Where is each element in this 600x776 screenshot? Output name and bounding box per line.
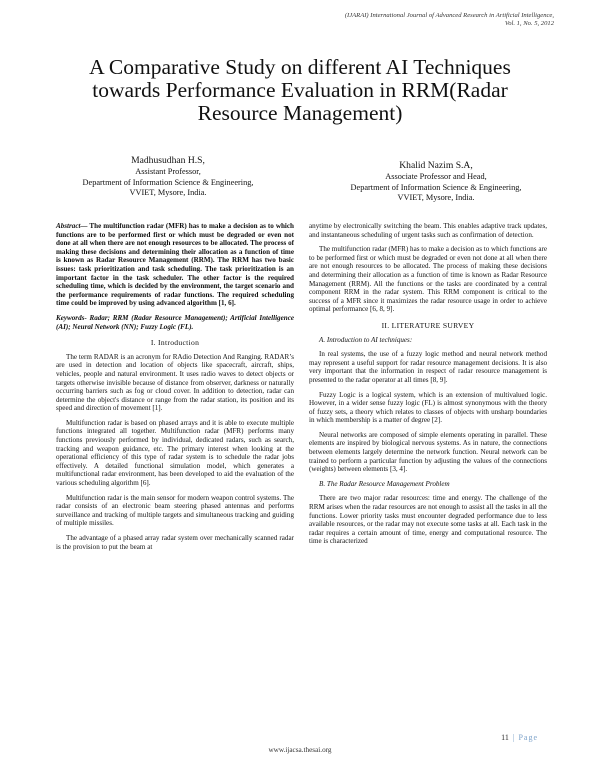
page-label: Page (518, 733, 538, 742)
author-block-1 (52, 155, 284, 199)
paper-title (40, 56, 560, 125)
right-column (309, 222, 547, 552)
author-name: Khalid Nazim S.A, (399, 160, 473, 171)
keywords-label: Keywords- (56, 313, 87, 322)
subsection-heading-ai-techniques: A. Introduction to AI techniques: (319, 335, 413, 344)
paragraph: The term RADAR is an acronym for RAdio Detection And Ranging. RADAR’s are used in detection and location of objects like spacecraft, aircraft, ships, vehicles, people and natural environment. It uses radio waves to detect objects or targets otherwise invisible because of distance from observer, darkness or naturally occurring barriers such as fog or cloud cover. In addition to detection, radar can determine the object's distance or range from the radar station, its position and its speed and direction of movement [1]. (56, 352, 294, 413)
paragraph: anytime by electronically switching the beam. This enables adaptive track updates, and instantaneous scheduling of urgent tasks such as confirmation of detection. (309, 222, 547, 239)
keywords-text: Radar; RRM (Radar Resource Management); Artificial Intelligence (AI); Neural Network (NN); Fuzzy Logic (FL). (56, 313, 294, 331)
paragraph: Multifunction radar is based on phased arrays and it is able to execute multiple functions integrated all together. Multifunction radar (MFR) performs many functions previously performed by individual, dedicated radars, such as search, tracking and weapon guidance, etc. The primary interest when looking at the operational efficiency of this type of radar system is to schedule the radar jobs effectively. A detailed functional simulation model, which generates a multifunctional radar environment, has been developed to aid the evaluation of the various scheduling algorithm [6]. (56, 418, 294, 488)
paragraph: Fuzzy Logic is a logical system, which is an extension of multivalued logic. However, in a wider sense fuzzy logic (FL) is almost synonymous with the theory of fuzzy sets, a theory which relates to classes of objects with unsharp boundaries in which membership is a matter of degree [2]. (309, 390, 547, 425)
journal-volume: Vol. 1, No. 5, 2012 (504, 20, 554, 27)
subsection-heading-rrm-problem: B. The Radar Resource Management Problem (319, 479, 450, 488)
title-line-3: Resource Management) (197, 101, 403, 125)
journal-header (134, 12, 554, 28)
abstract-label: Abstract— (56, 222, 88, 230)
author-department: Department of Information Science & Engineering, (82, 177, 254, 187)
author-role: Assistant Professor, (135, 167, 201, 176)
footer-url: www.ijacsa.thesai.org (268, 746, 332, 754)
paragraph: The advantage of a phased array radar system over mechanically scanned radar is the provision to put the beam at (56, 534, 294, 551)
page-number-value: 11 (501, 733, 509, 742)
section-heading-introduction: I. Introduction (150, 338, 200, 348)
paragraph: Multifunction radar is the main sensor for modern weapon control systems. The radar consists of an electronic beam steering phased antennas and performs surveillance and tracking of multiple targets and simultaneous tracking and guiding of multiple missiles. (56, 493, 294, 528)
page-number (501, 733, 538, 742)
author-block-2 (320, 160, 552, 204)
author-institution: VVIET, Mysore, India. (397, 193, 475, 202)
author-name: Madhusudhan H.S, (131, 155, 205, 166)
section-heading-literature-survey: II. LITERATURE SURVEY (381, 320, 475, 330)
abstract (56, 222, 294, 308)
paragraph: In real systems, the use of a fuzzy logic method and neural network method may represent a useful support for radar resource management decisions. It is also very important that the information in respect of radar resource management is presented to the radar operator at all times [8, 9]. (309, 350, 547, 384)
author-role: Associate Professor and Head, (385, 172, 487, 181)
abstract-text: The multifunction radar (MFR) has to make a decision as to which functions are to be performed first or which must be degraded or even not done at all when there are not enough resources to be allocated. The process of making these decisions and determining their allocation as a function of time is known as Radar Resource Management (RRM). The RRM has two basic issues: task prioritization and task scheduling. The task prioritization is an important factor in the task scheduler. The other factor is the required scheduling time, which is decided by the environment, the target scenario and the performance requirements of radar functions. The required scheduling time could be improved by using advanced algorithm [1, 6]. (56, 222, 294, 308)
keywords (56, 314, 294, 331)
paragraph: Neural networks are composed of simple elements operating in parallel. These elements are inspired by biological nervous systems. As in nature, the connections between elements largely determine the network function. Neural network can be trained to perform a particular function by adjusting the values of the connections (weights) between elements [3, 4]. (309, 430, 547, 474)
paragraph: There are two major radar resources: time and energy. The challenge of the RRM arises when the radar resources are not enough to assist all the tasks in all the functions. Lower priority tasks must encounter degraded performance due to less available resources, or the radar may not execute some tasks at all. Each task in the radar requires a certain amount of time, energy and computational resource. The time is characterized (309, 494, 547, 546)
journal-name: (IJARAI) International Journal of Advanced Research in Artificial Intelligence, (344, 12, 554, 19)
paragraph: The multifunction radar (MFR) has to make a decision as to which functions are to be performed first or which must be degraded or even not done at all when there are not enough resources to be allocated. The process of making these decisions and determining their allocation as a function of time is known as Radar Resource Management (RRM). All the functions or the tasks are coordinated by a central component RRM in the radar system. This RRM component is critical to the success of a MFR since it maximizes the radar resource usage in order to achieve optimal performance [6, 8, 9]. (309, 245, 547, 314)
left-column (56, 222, 294, 557)
page-separator: | (512, 733, 515, 742)
author-institution: VVIET, Mysore, India. (129, 188, 207, 197)
author-department: Department of Information Science & Engineering, (350, 182, 522, 192)
title-line-2: towards Performance Evaluation in RRM(Radar (92, 78, 508, 102)
title-line-1: A Comparative Study on different AI Techniques (89, 55, 511, 79)
